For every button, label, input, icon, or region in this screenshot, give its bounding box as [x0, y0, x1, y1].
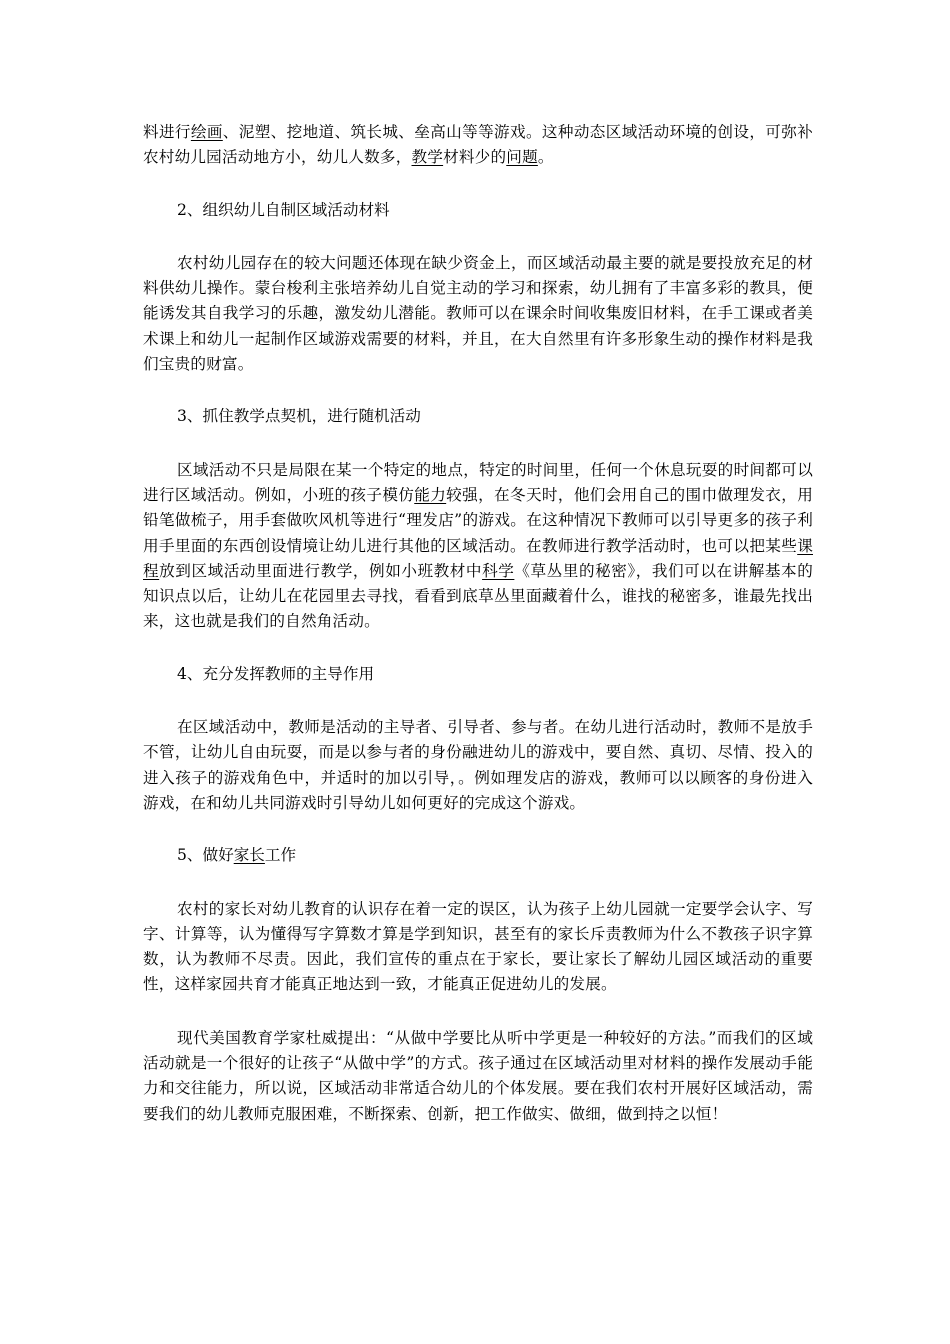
link-ability[interactable]: 能力	[414, 485, 447, 504]
link-painting[interactable]: 绘画	[190, 123, 223, 141]
section-heading-4: 4、充分发挥教师的主导作用	[177, 664, 375, 683]
document-page	[143, 120, 813, 1127]
section-heading-3: 3、抓住教学点契机，进行随机活动	[177, 407, 421, 426]
paragraph-conclusion	[143, 1026, 813, 1127]
text-run: 料进行	[143, 123, 191, 141]
text-run: 农村的家长对幼儿教育的认识存在着一定的误区，认为孩子上幼儿园就一定要学会认字、写字、计算等，认为懂得写字算数才算是学到知识，甚至有的家长斥责教师为什么不教孩子识字算数，认为教师不尽责。因此，我们宣传的重点在于家长，要让家长了解幼儿园区域活动的重要性，这样家园共育才能真正地达到一致，才能真正促进幼儿的发展。	[143, 899, 813, 994]
section-heading-2: 2、组织幼儿自制区域活动材料	[177, 200, 390, 219]
text-run: 现代美国教育学家杜威提出：“从做中学要比从听中学更是一种较好的方法。”而我们的区域活动就是一个很好的让孩子“从做中学”的方式。孩子通过在区域活动里对材料的操作发展动手能力和交往能力，所以说，区域活动非常适合幼儿的个体发展。要在我们农村开展好区域活动，需要我们的幼儿教师克服困难，不断探索、创新，把工作做实、做细，做到持之以恒！	[143, 1028, 813, 1123]
link-teaching[interactable]: 教学	[411, 148, 444, 167]
text-run: 材料少的	[443, 148, 507, 167]
link-problem[interactable]: 问题	[506, 148, 538, 167]
paragraph-random-activity	[143, 458, 813, 635]
text-run: 5、做好	[177, 846, 234, 865]
text-run: 在区域活动中，教师是活动的主导者、引导者、参与者。在幼儿进行活动时，教师不是放手不管，让幼儿自由玩耍，而是以参与者的身份融进幼儿的游戏中，要自然、真切、尽情、投入的进入孩子的游戏角色中，并适时的加以引导，。例如理发店的游戏，教师可以以顾客的身份进入游戏，在和幼儿共同游戏时引导幼儿如何更好的完成这个游戏。	[143, 718, 813, 812]
text-run: 。	[537, 148, 554, 167]
section-heading-5	[143, 843, 813, 868]
text-run: 《草丛里的秘密》，我们可以在讲解基本的知识点以后，让幼儿在花园里去寻找，看看到底草丛里面藏着什么，谁找的秘密多，谁最先找出来，这也就是我们的自然角活动。	[143, 561, 813, 631]
paragraph-parents	[143, 897, 813, 998]
text-run: 区域活动不只是局限在某一个特定的地点，特定的时间里，任何一个休息玩耍的时间都可以进行区域活动。例如，小班的孩子模仿	[143, 460, 813, 504]
text-run: 较强，在冬天时，他们会用自己的围巾做理发衣，用铅笔做梳子，用手套做吹风机等进行“理发店”的游戏。在这种情况下教师可以引导更多的孩子利用手里面的东西创设情境让幼儿进行其他的区域活动。在教师进行教学活动时，也可以把某些	[143, 485, 813, 555]
paragraph-teacher-role	[143, 715, 813, 816]
paragraph-materials	[143, 251, 813, 377]
text-run: 工作	[264, 846, 297, 865]
link-science[interactable]: 科学	[482, 561, 515, 580]
link-parents[interactable]: 家长	[233, 846, 265, 865]
text-run: 农村幼儿园存在的较大问题还体现在缺少资金上，而区域活动最主要的就是要投放充足的材料供幼儿操作。蒙台梭利主张培养幼儿自觉主动的学习和探索，幼儿拥有了丰富多彩的教具，便能诱发其自我学习的乐趣，激发幼儿潜能。教师可以在课余时间收集废旧材料，在手工课或者美术课上和幼儿一起制作区域游戏需要的材料，并且，在大自然里有许多形象生动的操作材料是我们宝贵的财富。	[143, 253, 813, 374]
text-run: 、泥塑、挖地道、筑长城、垒高山等等游戏。这种动态区域活动环境的创设，可弥补农村幼儿园活动地方小，幼儿人数多，	[143, 123, 813, 167]
text-run: 放到区域活动里面进行教学，例如小班教材中	[159, 561, 483, 580]
paragraph-continuation	[143, 120, 813, 171]
link-curriculum[interactable]: 课程	[143, 536, 813, 580]
